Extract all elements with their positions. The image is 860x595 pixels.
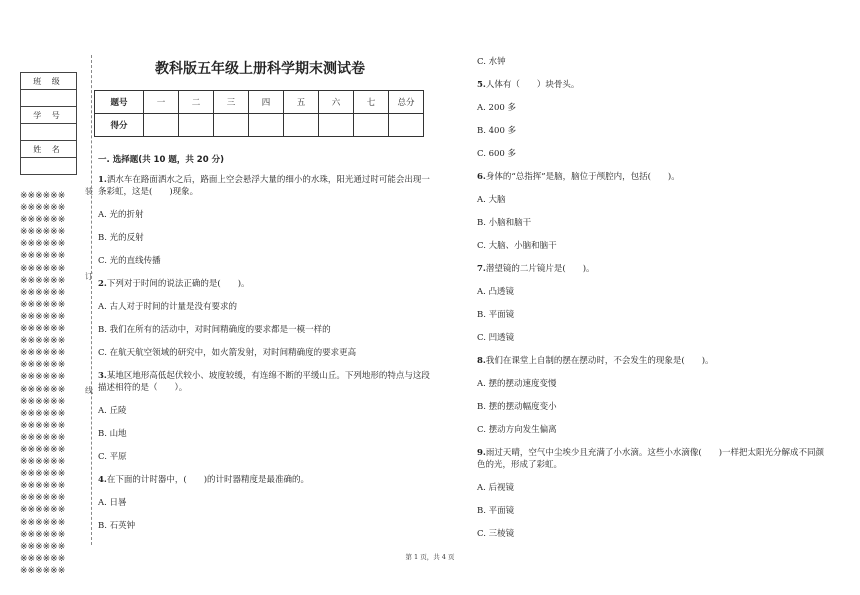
question-number: 1. [98,175,107,185]
option[interactable]: A. 大脑 [477,195,506,205]
student-id-label: 学 号 [21,107,77,124]
score-table [94,90,424,137]
score-input-cell[interactable] [319,114,354,137]
question-text: 人体有（ ）块骨头。 [485,80,580,90]
score-input-cell[interactable] [389,114,424,137]
option[interactable]: B. 山地 [98,429,127,439]
score-table-header-row [95,91,424,114]
score-cell: 五 [284,91,319,114]
name-label: 姓 名 [21,141,77,158]
score-input-cell[interactable] [354,114,389,137]
score-cell: 得分 [95,114,144,137]
score-cell: 七 [354,91,389,114]
binding-char-zhuang: 装 [85,187,93,196]
option[interactable]: A. 摆的摆动速度变慢 [477,379,557,389]
section-heading: 一. 选择题(共 10 题，共 20 分) [98,155,224,165]
option[interactable]: B. 我们在所有的活动中，对时间精确度的要求都是一模一样的 [98,325,331,335]
option[interactable]: C. 水钟 [477,57,506,67]
question-number: 4. [98,475,107,485]
question-text: 潜望镜的二片镜片是( )。 [485,264,595,274]
option[interactable]: B. 小脑和脑干 [477,218,532,228]
question-number: 3. [98,371,107,381]
student-info-table [20,72,77,175]
option[interactable]: B. 平面镜 [477,310,515,320]
question-3 [98,370,438,394]
binding-char-xian: 线 [85,386,93,395]
option[interactable]: A. 古人对于时间的计量是没有要求的 [98,302,238,312]
question-number: 2. [98,279,107,289]
question-4 [98,474,438,486]
score-input-cell[interactable] [249,114,284,137]
question-text: 下列对于时间的说法正确的是( )。 [106,279,250,289]
question-9 [477,447,827,471]
option[interactable]: A. 丘陵 [98,406,127,416]
page-number: 第 1 页，共 4 页 [405,553,455,561]
question-number: 5. [477,80,486,90]
page-title: 教科版五年级上册科学期末测试卷 [155,61,365,77]
question-2 [98,278,438,290]
option[interactable]: B. 400 多 [477,126,517,136]
question-number: 7. [477,264,486,274]
score-cell: 二 [179,91,214,114]
question-text: 在下面的计时器中，( )的计时器精度是最准确的。 [106,475,310,485]
score-input-cell[interactable] [214,114,249,137]
option[interactable]: B. 光的反射 [98,233,144,243]
option[interactable]: C. 摆动方向发生偏离 [477,425,557,435]
name-field[interactable] [21,158,77,175]
question-text: 雨过天晴，空气中尘埃少且充满了小水滴。这些小水滴像( )一样把太阳光分解成不同颜色的光，形成了彩虹。 [477,448,825,470]
option[interactable]: C. 600 多 [477,149,517,159]
question-text: 洒水车在路面洒水之后，路面上空会悬浮大量的细小的水珠，阳光通过时可能会出现一条彩虹，这是( )现象。 [98,175,430,197]
decorative-pattern: ※※※※※※ ※※※※※※ ※※※※※※ ※※※※※※ ※※※※※※ ※※※※※※ ※※※※※※ ※※※※※※ ※※※※※※ ※※※※※※ ※※※※※※ ※※※※※※ ※※※※※※ ※※※※※※ ※※※※※※ ※※※※※※ ※※※※※※ ※※※※※※ ※※※※※※ ※※※※※※ ※※※※※※ ※※※※※※ ※※※※※※ ※※※※※※ ※※※※※※ ※※※※※※ ※※※※※※ ※※※※※※ ※※※※※※ ※※※※※※ ※※※※※※ ※※※※※※ [20,191,66,576]
score-input-cell[interactable] [144,114,179,137]
question-1 [98,174,438,198]
option[interactable]: C. 光的直线传播 [98,256,161,266]
question-text: 身体的“总指挥”是脑，脑位于颅腔内，包括( )。 [485,172,680,182]
option[interactable]: B. 摆的摆动幅度变小 [477,402,557,412]
score-cell: 三 [214,91,249,114]
option[interactable]: A. 后视镜 [477,483,515,493]
question-number: 8. [477,356,486,366]
score-cell: 六 [319,91,354,114]
student-id-field[interactable] [21,124,77,141]
binding-line [91,55,92,545]
binding-char-ding: 订 [85,272,93,281]
option[interactable]: A. 日晷 [98,498,127,508]
score-table-score-row [95,114,424,137]
score-cell: 四 [249,91,284,114]
score-input-cell[interactable] [179,114,214,137]
question-number: 9. [477,448,486,458]
score-cell: 题号 [95,91,144,114]
question-text: 我们在课堂上自制的摆在摆动时，不会发生的现象是( )。 [485,356,714,366]
option[interactable]: C. 在航天航空领域的研究中，如火箭发射，对时间精确度的要求更高 [98,348,357,358]
option[interactable]: B. 平面镜 [477,506,515,516]
option[interactable]: C. 凹透镜 [477,333,515,343]
question-7 [477,263,827,275]
class-label: 班 级 [21,73,77,90]
score-cell: 总分 [389,91,424,114]
option[interactable]: A. 凸透镜 [477,287,515,297]
question-text: 某地区地形高低起伏较小、坡度较缓，有连绵不断的平缓山丘。下列地形的特点与这段描述相符的是（ ）。 [98,371,430,393]
option[interactable]: B. 石英钟 [98,521,136,531]
option[interactable]: C. 平原 [98,452,127,462]
option[interactable]: A. 200 多 [477,103,516,113]
question-5 [477,79,827,91]
score-cell: 一 [144,91,179,114]
question-6 [477,171,827,183]
class-field[interactable] [21,90,77,107]
score-input-cell[interactable] [284,114,319,137]
question-number: 6. [477,172,486,182]
option[interactable]: C. 大脑、小脑和脑干 [477,241,557,251]
question-8 [477,355,827,367]
option[interactable]: C. 三棱镜 [477,529,515,539]
option[interactable]: A. 光的折射 [98,210,144,220]
